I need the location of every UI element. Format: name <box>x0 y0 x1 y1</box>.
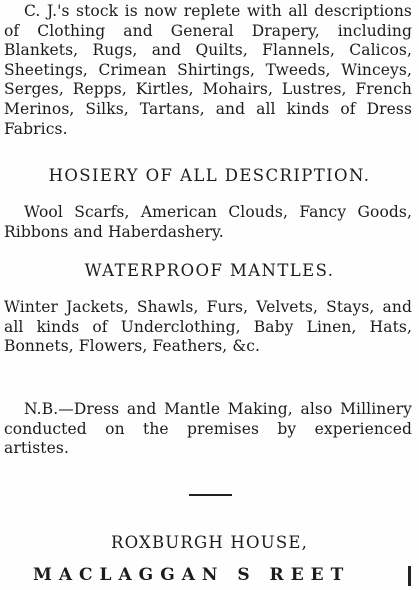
mantles-paragraph: Winter Jackets, Shawls, Furs, Velvets, Stays, and all kinds of Underclothing, Baby Linen, Hats, Bonnets, Flowers, Feathers, &c. <box>4 298 412 356</box>
heading-hosiery: HOSIERY OF ALL DESCRIPTION. <box>48 166 371 185</box>
section-divider <box>189 494 232 496</box>
house-name: ROXBURGH HOUSE, <box>110 533 309 552</box>
intro-paragraph: C. J.'s stock is now replete with all descriptions of Clothing and General Drapery, including Blankets, Rugs, and Quilts, Flannels, Calicos, Sheetings, Crimean Shirtings, Tweeds, Winceys, Serges, Repps, Kirtles, Mohairs, Lustres, French Merinos, Silks, Tartans, and all kinds of Dress Fabrics. <box>4 2 412 138</box>
street-address: MACLAGGAN S REET <box>33 565 351 585</box>
hosiery-paragraph: Wool Scarfs, American Clouds, Fancy Goods, Ribbons and Haberdashery. <box>4 203 412 241</box>
nb-paragraph: N.B.—Dress and Mantle Making, also Millinery conducted on the premises by experienced artistes. <box>4 400 412 458</box>
column-edge-mark <box>408 566 411 586</box>
heading-waterproof-mantles: WATERPROOF MANTLES. <box>84 261 335 280</box>
